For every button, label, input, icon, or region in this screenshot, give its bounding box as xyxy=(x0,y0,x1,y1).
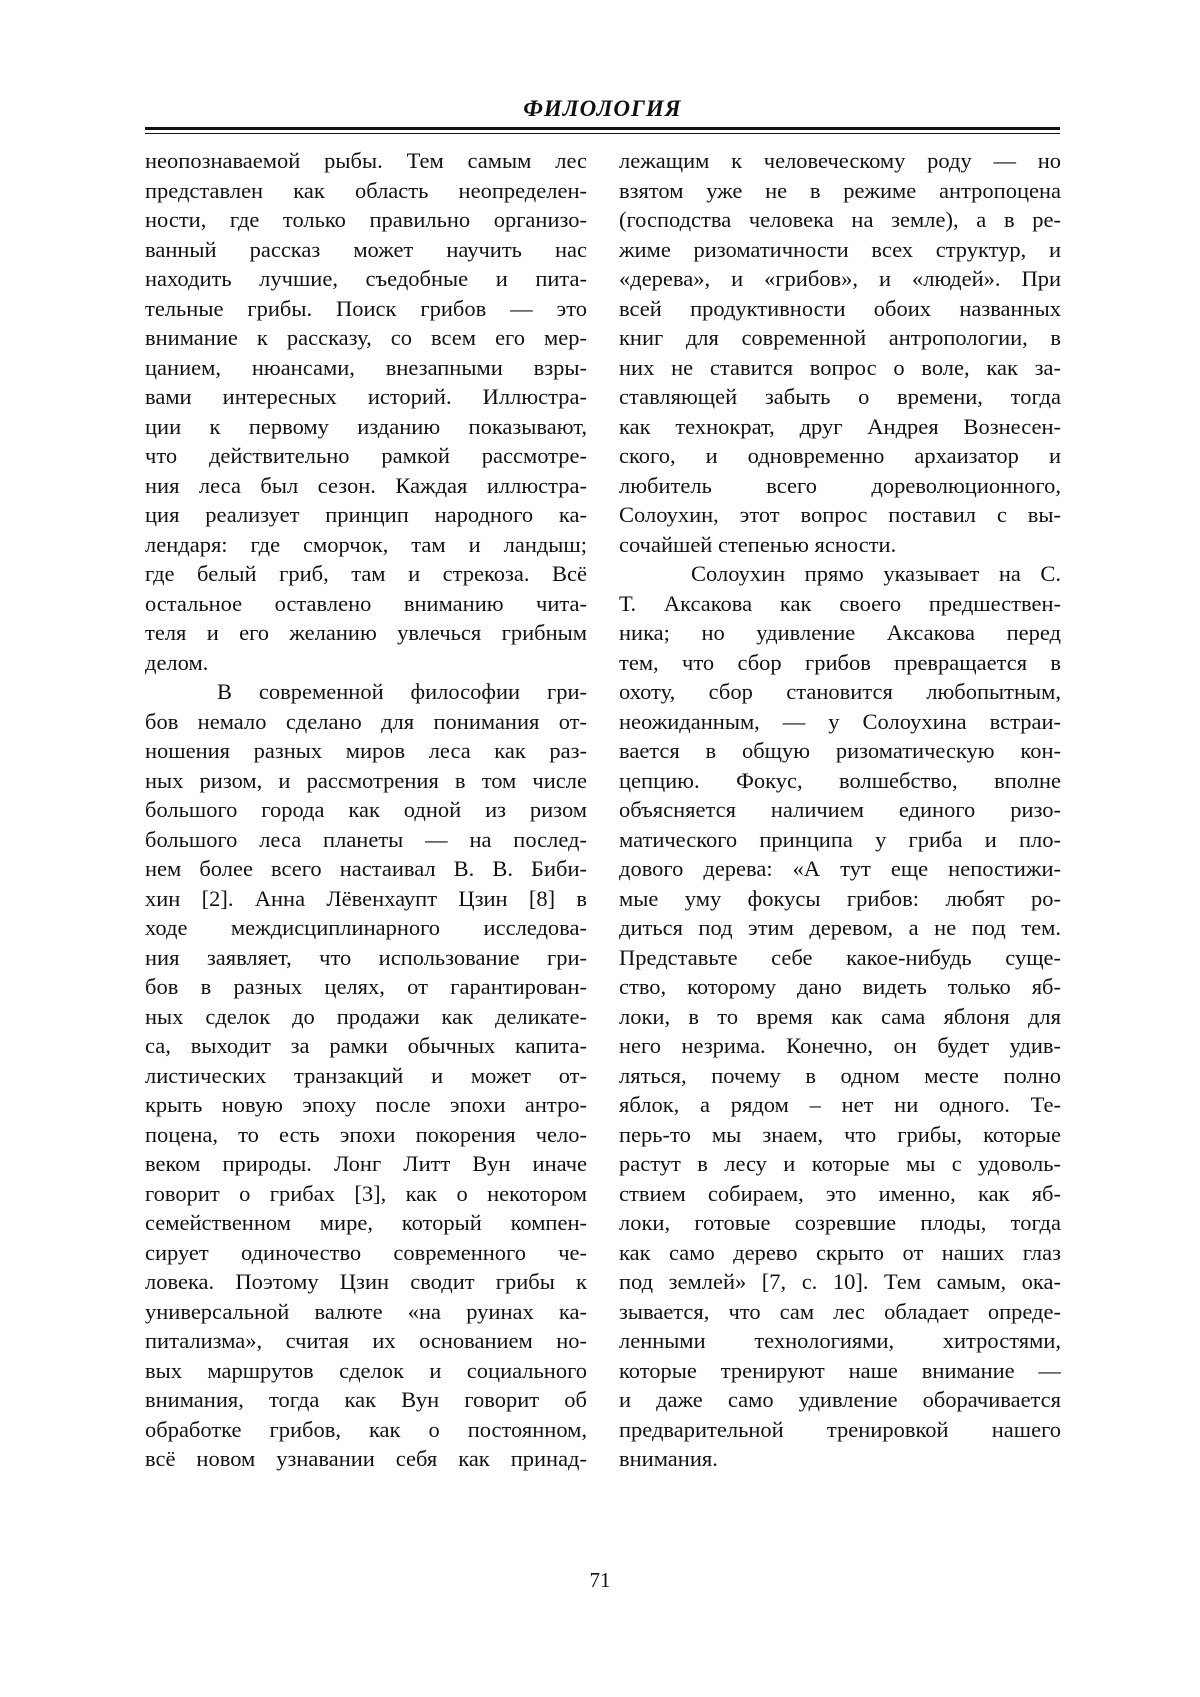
text-line: жиме ризоматичности всех структур, и xyxy=(619,236,1061,262)
text-line: большого города как одной из ризом xyxy=(145,797,587,822)
text-line: находить лучшие, съедобные и пита- xyxy=(145,266,587,291)
text-line: ского, и одновременно архаизатор и xyxy=(619,443,1061,468)
page-number: 71 xyxy=(589,1568,611,1592)
text-line: крыть новую эпоху после эпохи антро- xyxy=(145,1092,587,1117)
text-line: бов немало сделано для понимания от- xyxy=(145,708,587,734)
text-line: Солоухин прямо указывает на С. xyxy=(691,561,1061,586)
text-line: Т. Аксакова как своего предшествен- xyxy=(619,590,1061,616)
right-column xyxy=(619,146,1061,1474)
text-line: ных ризом, и рассмотрения в том числе xyxy=(145,767,587,793)
text-line: охоту, сбор становится любопытным, xyxy=(619,679,1061,704)
text-line: питализма», считая их основанием но- xyxy=(145,1328,587,1353)
text-line: веком природы. Лонг Литт Вун иначе xyxy=(145,1151,587,1176)
text-line: где белый гриб, там и стрекоза. Всё xyxy=(145,561,587,586)
text-line: предварительной тренировкой нашего xyxy=(619,1416,1061,1442)
text-line: взятом уже не в режиме антропоцена xyxy=(619,177,1061,203)
text-line: ствием собираем, это именно, как яб- xyxy=(619,1180,1061,1206)
text-line: локи, в то время как сама яблоня для xyxy=(619,1003,1061,1029)
text-line: растут в лесу и которые мы с удоволь- xyxy=(619,1151,1061,1176)
text-line: неожиданным, — у Солоухина встраи- xyxy=(619,708,1061,734)
text-line: тельные грибы. Поиск грибов — это xyxy=(145,295,587,321)
text-line: лежащим к человеческому роду — но xyxy=(619,148,1061,173)
text-line: ношения разных миров леса как раз- xyxy=(145,738,587,763)
text-line: Представьте себе какое-нибудь суще- xyxy=(619,944,1061,970)
text-line: ния заявляет, что использование гри- xyxy=(145,944,587,970)
text-line: ния леса был сезон. Каждая иллюстра- xyxy=(145,472,587,498)
text-line: всей продуктивности обоих названных xyxy=(619,295,1061,321)
text-line: хин [2]. Анна Лёвенхаупт Цзин [8] в xyxy=(145,885,587,911)
header-rule-thick xyxy=(145,127,1060,130)
text-line: книг для современной антропологии, в xyxy=(619,325,1061,350)
header-rule-thin xyxy=(145,133,1060,134)
text-line: нем более всего настаивал В. В. Биби- xyxy=(145,856,587,881)
text-line: всё новом узнавании себя как принад- xyxy=(145,1446,587,1471)
text-line: как само дерево скрыто от наших глаз xyxy=(619,1239,1061,1265)
text-line: ника; но удивление Аксакова перед xyxy=(619,620,1061,645)
text-line: ставляющей забыть о времени, тогда xyxy=(619,384,1061,409)
text-line: которые тренируют наше внимание — xyxy=(619,1357,1061,1383)
text-line: диться под этим деревом, а не под тем. xyxy=(619,915,1061,940)
text-line: объясняется наличием единого ризо- xyxy=(619,797,1061,822)
text-line: и даже само удивление оборачивается xyxy=(619,1387,1061,1412)
text-line: (господства человека на земле), а в ре- xyxy=(619,207,1061,232)
text-line: поцена, то есть эпохи покорения чело- xyxy=(145,1121,587,1147)
text-line: как технократ, друг Андрея Вознесен- xyxy=(619,413,1061,439)
text-line: представлен как область неопределен- xyxy=(145,177,587,203)
text-line: вается в общую ризоматическую кон- xyxy=(619,738,1061,763)
text-line: В современной философии гри- xyxy=(217,679,587,704)
text-line: вами интересных историй. Иллюстра- xyxy=(145,384,587,409)
text-line: универсальной валюте «на руинах ка- xyxy=(145,1298,587,1324)
text-line: внимание к рассказу, со всем его мер- xyxy=(145,325,587,350)
text-line: внимания, тогда как Вун говорит об xyxy=(145,1387,587,1412)
text-line: под землей» [7, с. 10]. Тем самым, ока- xyxy=(619,1269,1061,1294)
left-column xyxy=(145,146,587,1474)
text-line: Солоухин, этот вопрос поставил с вы- xyxy=(619,502,1061,527)
text-line: яблок, а рядом – нет ни одного. Те- xyxy=(619,1092,1061,1117)
running-header: ФИЛОЛОГИЯ xyxy=(523,96,682,121)
text-line: матического принципа у гриба и пло- xyxy=(619,826,1061,852)
text-line: говорит о грибах [3], как о некотором xyxy=(145,1180,587,1206)
text-line: сочайшей степенью ясности. xyxy=(619,531,897,557)
text-line: бов в разных целях, от гарантирован- xyxy=(145,974,587,999)
text-line: ции к первому изданию показывают, xyxy=(145,413,587,439)
text-line: остальное оставлено вниманию чита- xyxy=(145,590,587,616)
text-line: «дерева», и «грибов», и «людей». При xyxy=(619,266,1061,291)
text-line: мые уму фокусы грибов: любят ро- xyxy=(619,885,1061,911)
text-line: перь-то мы знаем, что грибы, которые xyxy=(619,1121,1061,1147)
text-line: ванный рассказ может научить нас xyxy=(145,236,587,262)
text-line: них не ставится вопрос о воле, как за- xyxy=(619,354,1061,380)
text-line: теля и его желанию увлечься грибным xyxy=(145,620,587,645)
text-line: ство, которому дано видеть только яб- xyxy=(619,974,1061,999)
text-line: семейственном мире, который компен- xyxy=(145,1210,587,1235)
text-line: делом. xyxy=(145,649,209,675)
text-line: ляться, почему в одном месте полно xyxy=(619,1062,1061,1088)
text-line: дового дерева: «А тут еще непостижи- xyxy=(619,856,1061,881)
text-line: вых маршрутов сделок и социального xyxy=(145,1357,587,1383)
text-line: ных сделок до продажи как деликате- xyxy=(145,1003,587,1029)
text-line: обработке грибов, как о постоянном, xyxy=(145,1416,587,1442)
text-line: са, выходит за рамки обычных капита- xyxy=(145,1033,587,1058)
text-line: него незрима. Конечно, он будет удив- xyxy=(619,1033,1061,1058)
text-line: цанием, нюансами, внезапными взры- xyxy=(145,354,587,380)
text-line: любитель всего дореволюционного, xyxy=(619,472,1061,498)
text-line: лендаря: где сморчок, там и ландыш; xyxy=(145,531,587,557)
text-line: тем, что сбор грибов превращается в xyxy=(619,649,1061,675)
text-line: ловека. Поэтому Цзин сводит грибы к xyxy=(145,1269,587,1294)
text-line: ности, где только правильно организо- xyxy=(145,207,587,232)
text-line: листических транзакций и может от- xyxy=(145,1062,587,1088)
text-line: что действительно рамкой рассмотре- xyxy=(145,443,587,468)
text-line: ходе междисциплинарного исследова- xyxy=(145,915,587,940)
text-line: ция реализует принцип народного ка- xyxy=(145,502,587,527)
text-line: внимания. xyxy=(619,1446,718,1471)
text-line: неопознаваемой рыбы. Тем самым лес xyxy=(145,148,587,173)
text-line: цепцию. Фокус, волшебство, вполне xyxy=(619,767,1061,793)
text-line: зывается, что сам лес обладает опреде- xyxy=(619,1298,1061,1324)
text-line: ленными технологиями, хитростями, xyxy=(619,1328,1061,1353)
text-line: локи, готовые созревшие плоды, тогда xyxy=(619,1210,1061,1235)
text-line: сирует одиночество современного че- xyxy=(145,1239,587,1265)
text-line: большого леса планеты — на послед- xyxy=(145,826,587,852)
